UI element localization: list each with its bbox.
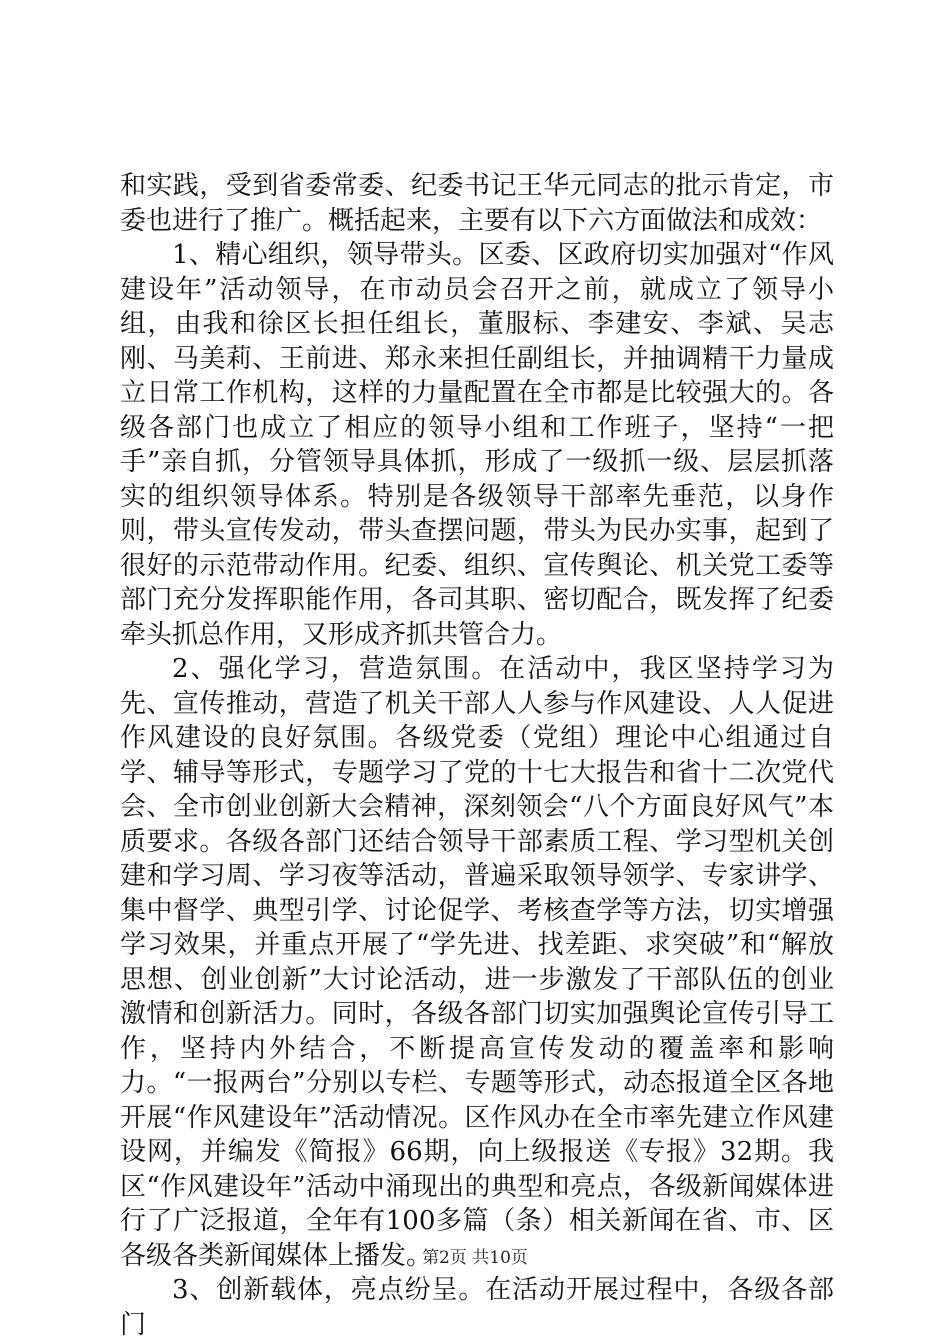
- paragraph-2: 2、强化学习，营造氛围。在活动中，我区坚持学习为先、宣传推动，营造了机关干部人人参与作风建设、人人促进作风建设的良好氛围。各级党委（党组）理论中心组通过自学、辅导等形式，专题学习了党的十七大报告和省十二次党代会、全市创业创新大会精神，深刻领会“八个方面良好风气”本质要求。各级各部门还结合领导干部素质工程、学习型机关创建和学习周、学习夜等活动，普遍采取领导领学、专家讲学、集中督学、典型引学、讨论促学、考核查学等方法，切实增强学习效果，并重点开展了“学先进、找差距、求突破”和“解放思想、创业创新”大讨论活动，进一步激发了干部队伍的创业激情和创新活力。同时，各级各部门切实加强舆论宣传引导工作，坚持内外结合，不断提高宣传发动的覆盖率和影响力。“一报两台”分别以专栏、专题等形式，动态报道全区各地开展“作风建设年”活动情况。区作风办在全市率先建立作风建设网，并编发《简报》66期，向上级报送《专报》32期。我区“作风建设年”活动中涌现出的典型和亮点，各级新闻媒体进行了广泛报道，全年有100多篇（条）相关新闻在省、市、区各级各类新闻媒体上播发。: [120, 654, 834, 1271]
- page-footer: 第2页 共10页: [422, 1248, 528, 1268]
- paragraph-3: 3、创新载体，亮点纷呈。在活动开展过程中，各级各部门: [120, 1275, 834, 1340]
- paragraph-continuation: 和实践，受到省委常委、纪委书记王华元同志的批示肯定，市委也进行了推广。概括起来，主要有以下六方面做法和成效：: [120, 171, 834, 236]
- paragraph-1: 1、精心组织，领导带头。区委、区政府切实加强对“作风建设年”活动领导，在市动员会召开之前，就成立了领导小组，由我和徐区长担任组长，董服标、李建安、李斌、吴志刚、马美莉、王前进、郑永来担任副组长，并抽调精干力量成立日常工作机构，这样的力量配置在全市都是比较强大的。各级各部门也成立了相应的领导小组和工作班子，坚持“一把手”亲自抓，分管领导具体抓，形成了一级抓一级、层层抓落实的组织领导体系。特别是各级领导干部率先垂范，以身作则，带头宣传发动，带头查摆问题，带头为民办实事，起到了很好的示范带动作用。纪委、组织、宣传舆论、机关党工委等部门充分发挥职能作用，各司其职、密切配合，既发挥了纪委牵头抓总作用，又形成齐抓共管合力。: [120, 240, 834, 650]
- document-body: [120, 169, 834, 1342]
